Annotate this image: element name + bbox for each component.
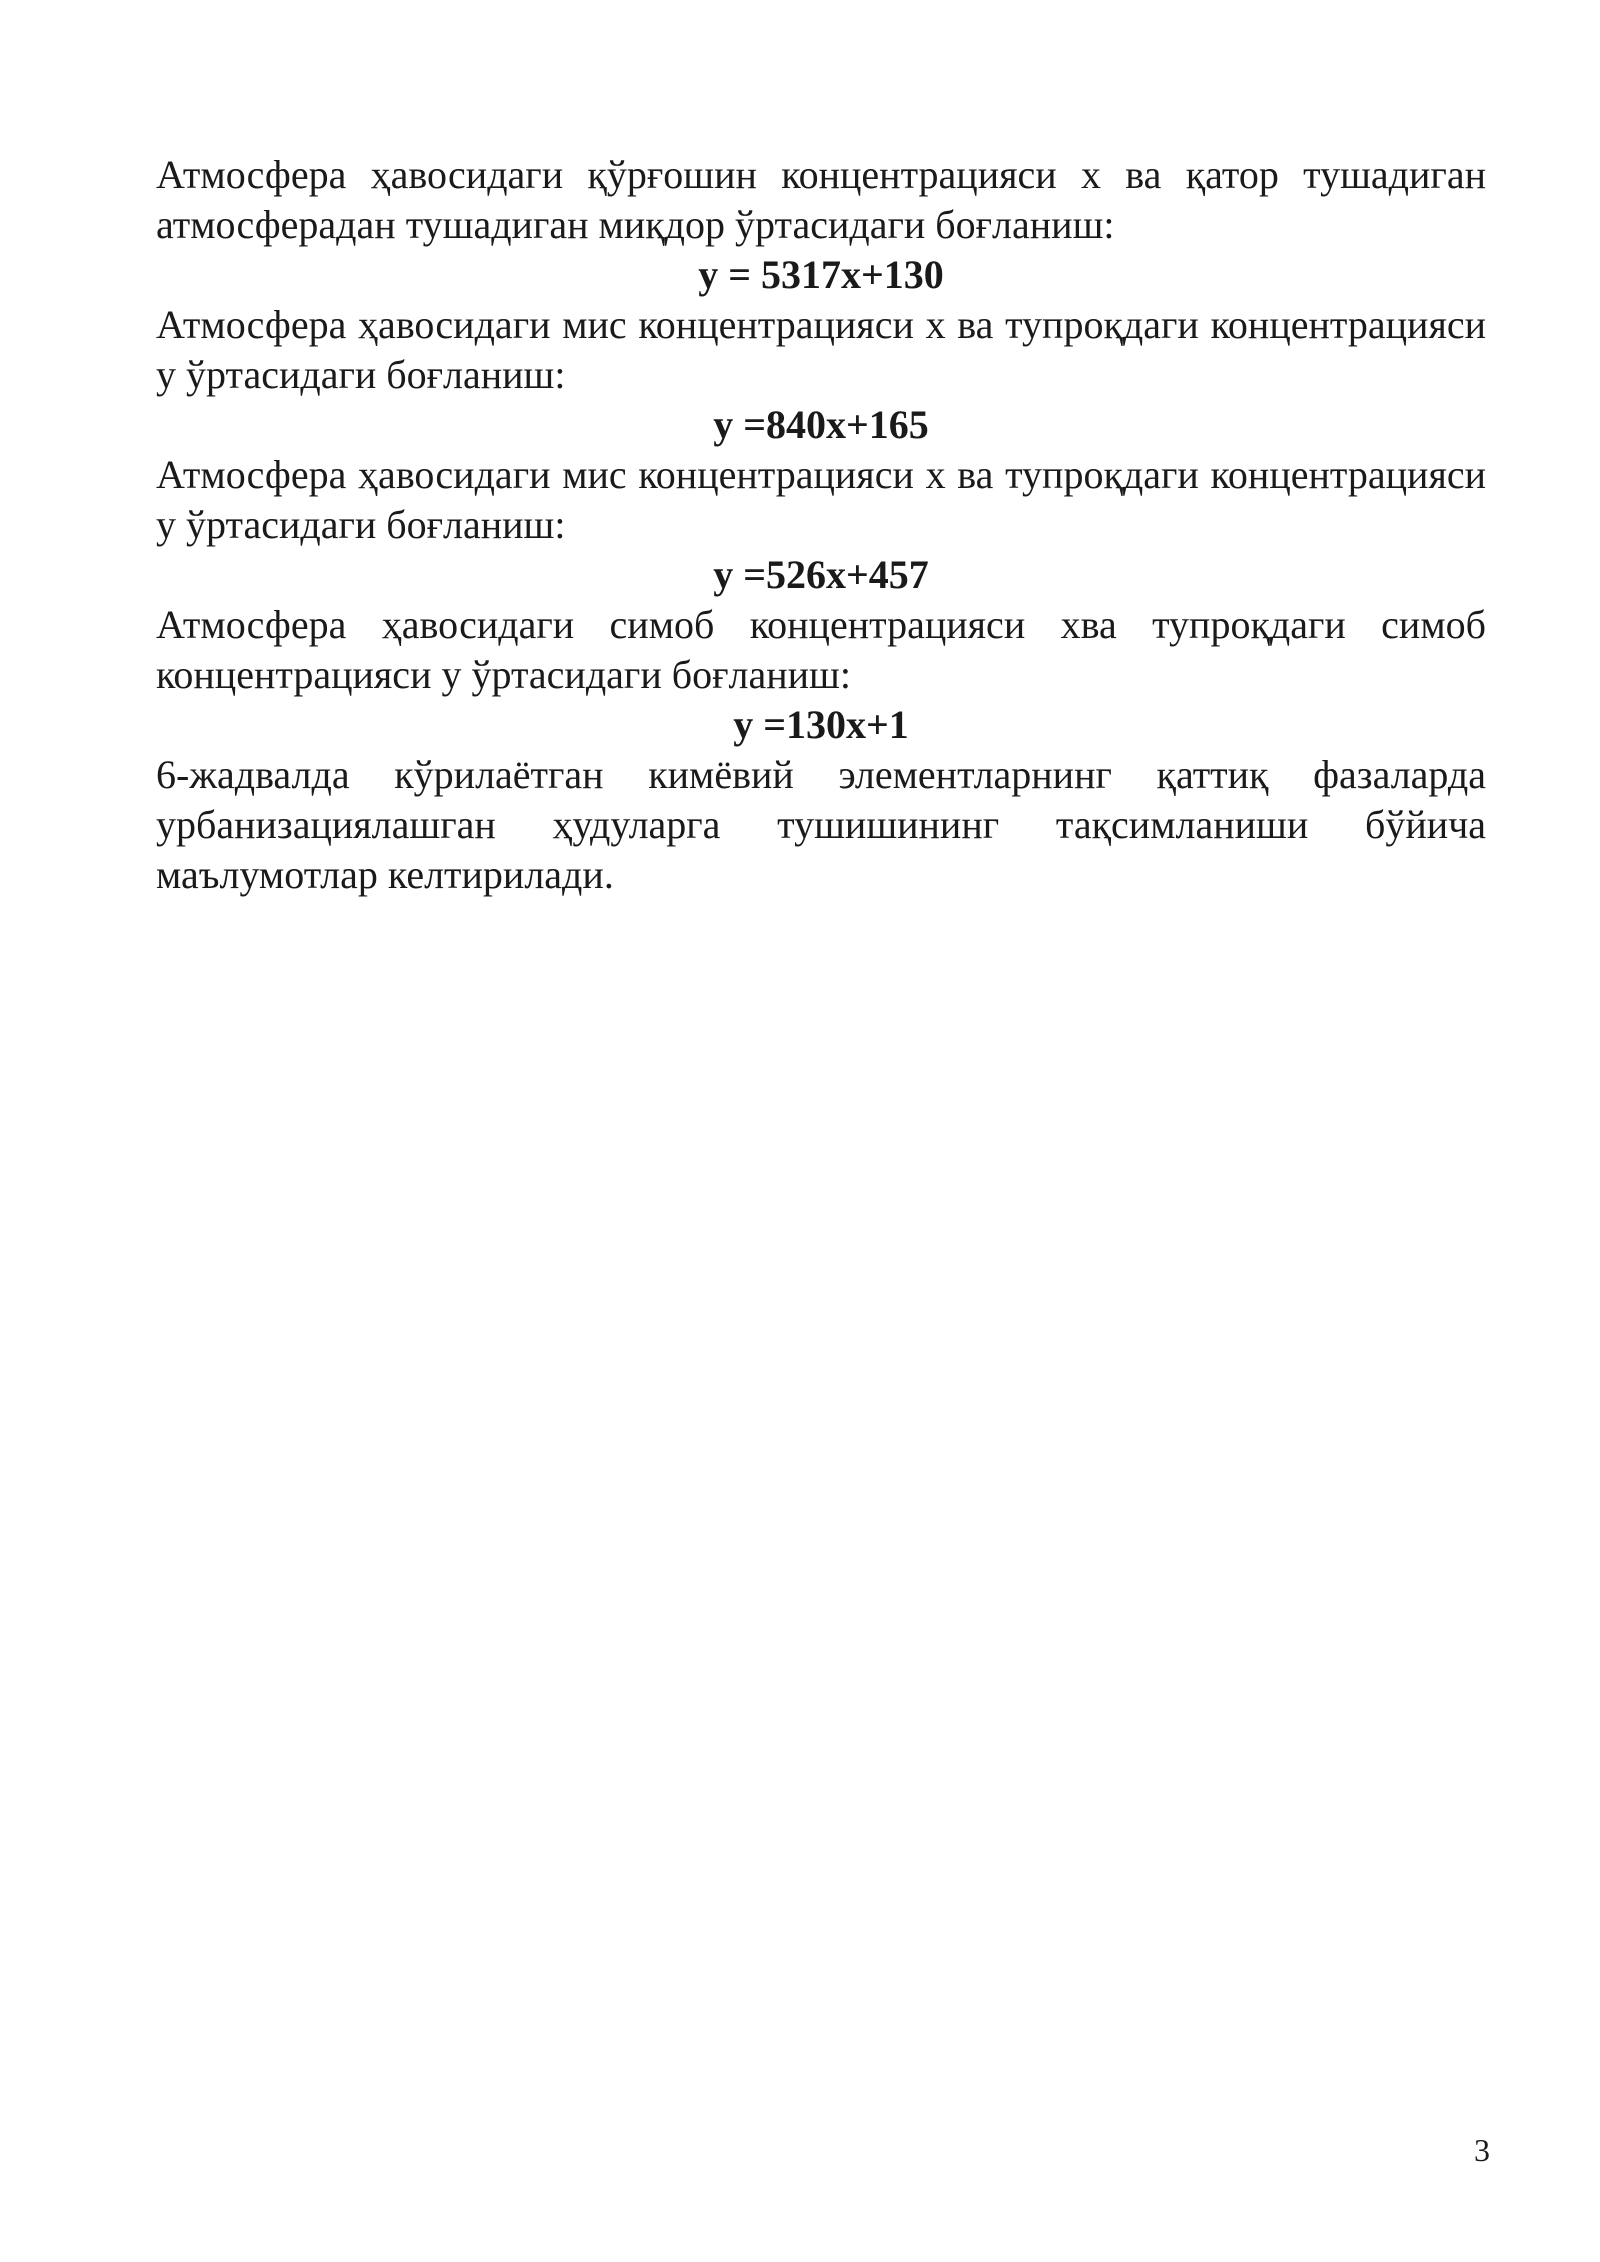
paragraph-lead-concentration: Атмосфера ҳавосидаги қўрғошин концентрацияси х ва қатор тушадиган атмосферадан тушадиган миқдор ўртасидаги боғланиш:: [156, 152, 1486, 247]
formula-lead: y = 5317x+130: [698, 252, 944, 297]
formula-copper-1: y =840x+165: [713, 402, 929, 447]
document-body: [156, 150, 1486, 900]
paragraph-copper-concentration-1: Атмосфера ҳавосидаги мис концентрацияси х ва тупроқдаги концентрацияси у ўртасидаги боғланиш:: [156, 302, 1486, 397]
formula-copper-2: y =526x+457: [713, 552, 929, 597]
paragraph-copper-concentration-2: Атмосфера ҳавосидаги мис концентрацияси х ва тупроқдаги концентрацияси у ўртасидаги боғланиш:: [156, 452, 1486, 547]
paragraph-table-reference: 6-жадвалда кўрилаётган кимёвий элементларнинг қаттиқ фазаларда урбанизациялашган ҳудуларга тушишининг тақсимланиши бўйича маълумотлар келтирилади.: [156, 752, 1486, 897]
page-number: 3: [1474, 2132, 1490, 2168]
formula-mercury: y =130x+1: [733, 702, 909, 747]
paragraph-mercury-concentration: Атмосфера ҳавосидаги симоб концентрацияси хва тупроқдаги симоб концентрацияси у ўртасидаги боғланиш:: [156, 602, 1486, 697]
